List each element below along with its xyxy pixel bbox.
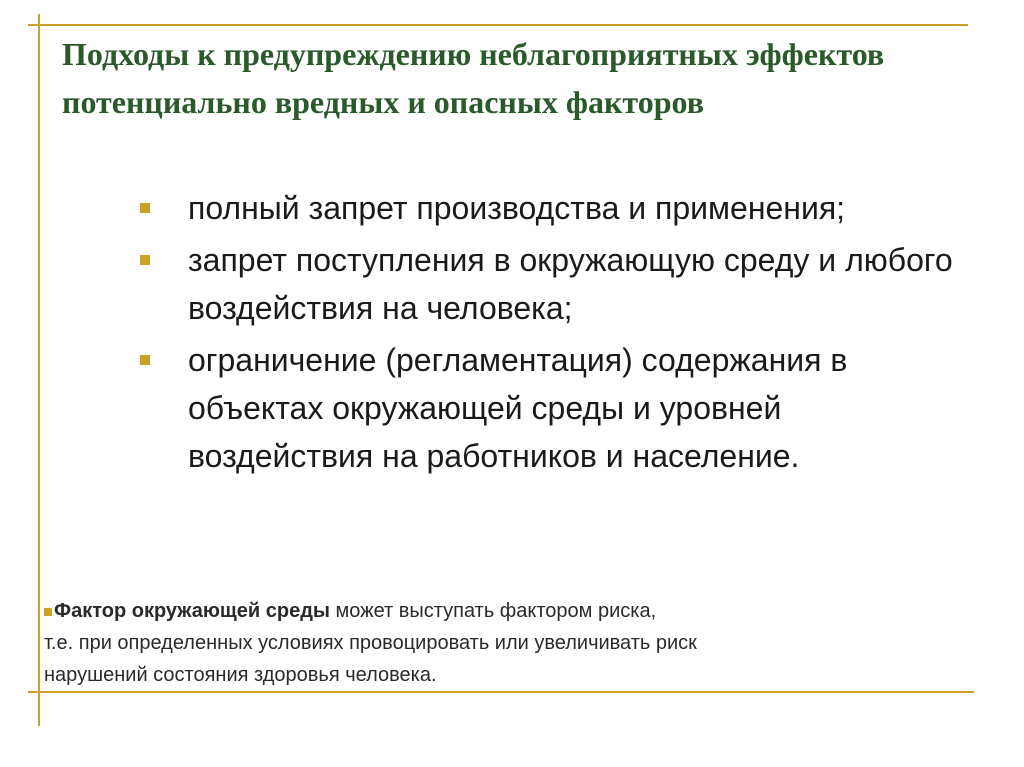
left-decorative-rule <box>38 14 40 726</box>
footnote <box>44 595 944 691</box>
footnote-line-3: нарушений состояния здоровья человека. <box>44 664 437 686</box>
footnote-line-2: т.е. при определенных условиях провоцировать или увеличивать риск <box>44 632 697 654</box>
footnote-bold-term: Фактор окружающей среды <box>54 600 330 622</box>
bullet-item <box>140 336 960 480</box>
bullet-item <box>140 236 960 332</box>
square-bullet-icon <box>140 355 150 365</box>
bullet-list <box>140 184 960 484</box>
bullet-text: ограничение (регламентация) содержания в объектах окружающей среды и уровней воздействия на работников и население. <box>188 342 848 474</box>
top-decorative-rule <box>28 24 968 26</box>
slide-title: Подходы к предупреждению неблагоприятных эффектов потенциально вредных и опасных факторов <box>62 36 885 120</box>
footnote-text: может выступать фактором риска, <box>330 600 657 622</box>
footnote-line-1 <box>44 595 944 627</box>
square-bullet-icon <box>140 255 150 265</box>
square-bullet-icon <box>140 203 150 213</box>
bullet-text: полный запрет производства и применения; <box>188 190 846 226</box>
bullet-text: запрет поступления в окружающую среду и любого воздействия на человека; <box>188 242 953 326</box>
bullet-item <box>140 184 960 232</box>
square-bullet-icon <box>44 608 52 616</box>
bottom-decorative-rule <box>28 691 974 693</box>
